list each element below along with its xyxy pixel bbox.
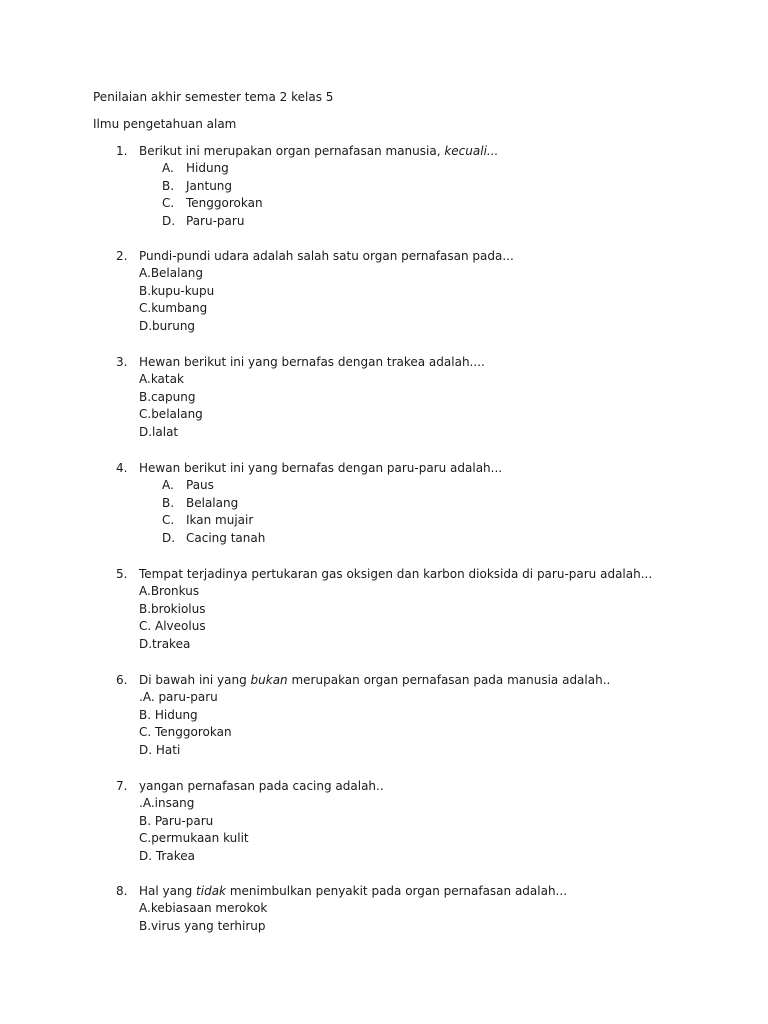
answer-option: .A. paru-paru <box>139 690 218 704</box>
answer-option: D. Paru-paru <box>162 214 245 229</box>
question-number: 7. <box>116 779 128 793</box>
answer-option: D.lalat <box>139 425 179 440</box>
answer-option: B. Belalang <box>162 495 239 510</box>
answer-option: B. Jantung <box>162 178 233 193</box>
answer-option: D.trakea <box>139 637 191 652</box>
question-text: yangan pernafasan pada cacing adalah.. <box>139 779 384 793</box>
question-number: 6. <box>116 673 128 687</box>
question-1 <box>0 142 768 231</box>
question-number: 8. <box>116 884 128 898</box>
question-2 <box>0 247 768 336</box>
question-3 <box>0 353 768 442</box>
question-8 <box>0 882 768 935</box>
answer-option: C.kumbang <box>139 301 208 316</box>
answer-option: A. Hidung <box>162 161 229 175</box>
document-title: Penilaian akhir semester tema 2 kelas 5 <box>93 90 334 104</box>
question-emphasis: tidak <box>196 884 226 898</box>
answer-option: D. Cacing tanah <box>162 531 266 546</box>
answer-option: C. Tenggorokan <box>162 196 263 211</box>
answer-option: B. Paru-paru <box>139 813 214 828</box>
question-text: Di bawah ini yang bukan merupakan organ pernafasan pada manusia adalah.. <box>139 673 611 687</box>
question-number: 4. <box>116 461 128 475</box>
question-text: Hal yang tidak menimbulkan penyakit pada organ pernafasan adalah... <box>139 884 568 898</box>
answer-option: A.Bronkus <box>139 584 200 598</box>
question-4 <box>0 459 768 548</box>
answer-option: B.virus yang terhirup <box>139 918 266 933</box>
question-emphasis: kecuali... <box>444 144 499 158</box>
question-5 <box>0 565 768 654</box>
question-6 <box>0 671 768 760</box>
answer-option: C.permukaan kulit <box>139 831 249 846</box>
question-7 <box>0 777 768 866</box>
question-number: 1. <box>116 144 128 158</box>
answer-option: D.burung <box>139 319 196 334</box>
question-number: 5. <box>116 567 128 581</box>
answer-option: B. Hidung <box>139 707 198 722</box>
question-number: 2. <box>116 249 128 263</box>
question-number: 3. <box>116 355 128 369</box>
answer-option: C.belalang <box>139 407 203 422</box>
question-emphasis: bukan <box>250 673 288 687</box>
answer-option: .A.insang <box>139 796 195 810</box>
question-text: Tempat terjadinya pertukaran gas oksigen dan karbon dioksida di paru-paru adalah... <box>139 567 653 581</box>
answer-option: D. Hati <box>139 743 181 758</box>
document-subtitle: Ilmu pengetahuan alam <box>93 117 237 131</box>
answer-option: B.kupu-kupu <box>139 283 215 298</box>
answer-option: A.Belalang <box>139 266 204 280</box>
answer-option: B.capung <box>139 389 196 404</box>
question-text: Hewan berikut ini yang bernafas dengan trakea adalah.... <box>139 355 485 369</box>
answer-option: D. Trakea <box>139 849 195 864</box>
answer-option: C. Ikan mujair <box>162 513 254 528</box>
question-text: Hewan berikut ini yang bernafas dengan paru-paru adalah... <box>139 461 503 475</box>
answer-option: A.kebiasaan merokok <box>139 901 268 915</box>
answer-option: C. Alveolus <box>139 619 206 634</box>
question-text: Pundi-pundi udara adalah salah satu organ pernafasan pada... <box>139 249 514 263</box>
answer-option: A. Paus <box>162 478 214 492</box>
answer-option: A.katak <box>139 372 184 386</box>
answer-option: B.brokiolus <box>139 601 206 616</box>
answer-option: C. Tenggorokan <box>139 725 232 740</box>
question-text: Berikut ini merupakan organ pernafasan manusia, kecuali... <box>139 144 499 158</box>
